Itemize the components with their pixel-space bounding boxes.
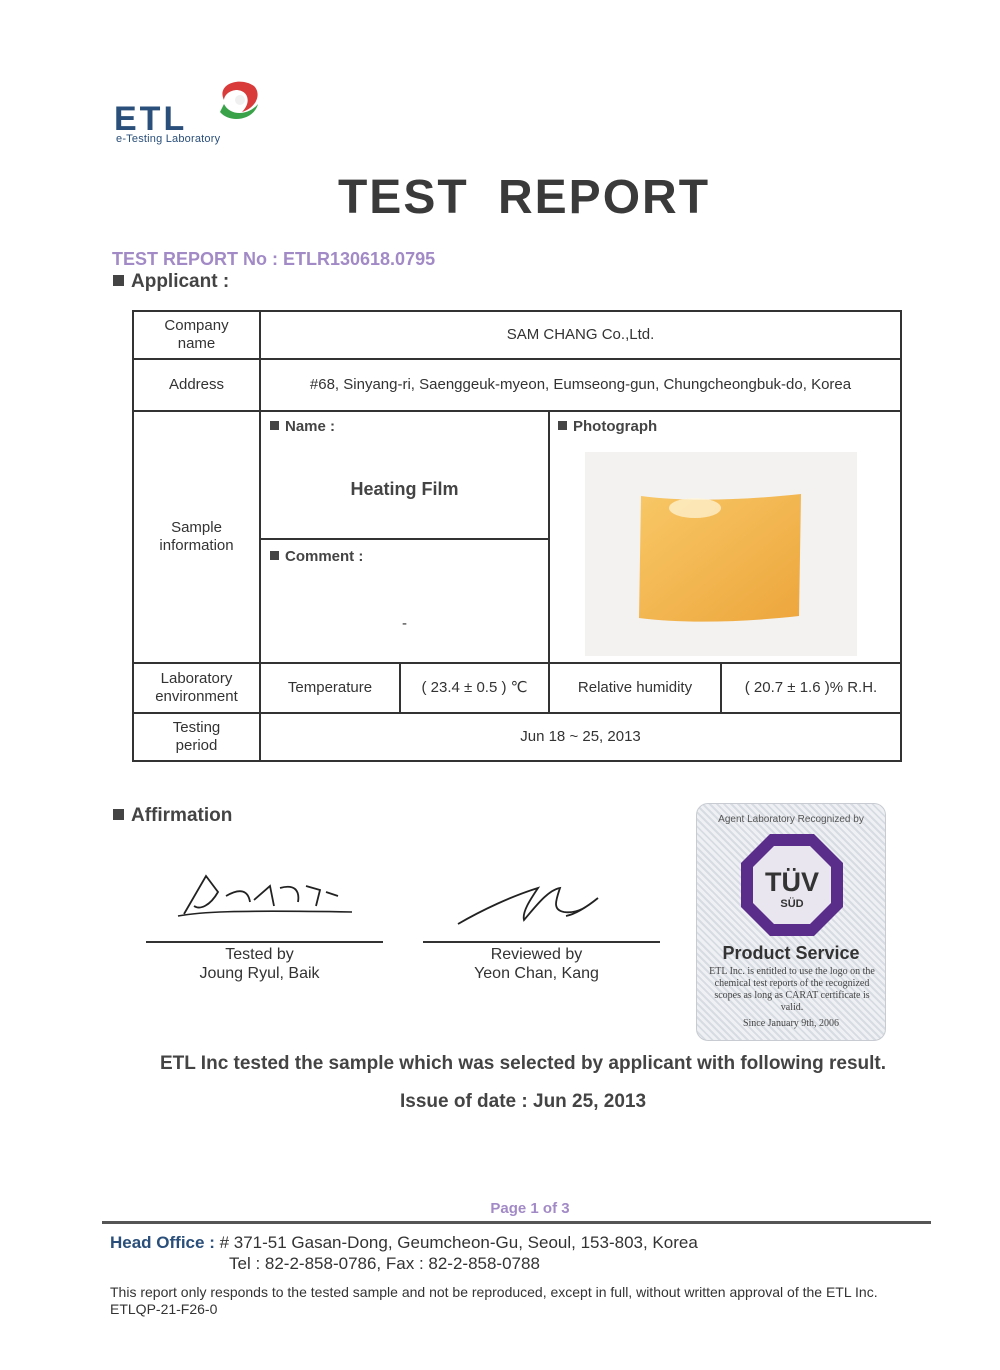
etl-logo-mark	[112, 78, 262, 134]
head-office-address	[110, 1233, 698, 1253]
tester-signature	[170, 866, 370, 926]
head-office-label: Head Office :	[110, 1233, 215, 1252]
sample-photograph	[585, 452, 857, 656]
bullet-square-icon	[270, 421, 279, 430]
issue-date: Issue of date : Jun 25, 2013	[399, 1091, 647, 1112]
tuv-badge-header: Agent Laboratory Recognized by	[718, 814, 864, 825]
bullet-square-icon	[113, 275, 124, 286]
reviewer-signature	[452, 876, 612, 932]
bullet-square-icon	[558, 421, 567, 430]
tel-fax: Tel : 82-2-858-0786, Fax : 82-2-858-0788	[229, 1254, 540, 1273]
temperature-label: Temperature	[287, 679, 373, 696]
page-number: Page 1 of 3	[490, 1200, 570, 1217]
svg-text:TÜV: TÜV	[765, 867, 819, 897]
page-title: TEST REPORT	[337, 171, 711, 224]
reviewed-by-role: Reviewed by	[490, 946, 583, 963]
address-label: Address	[168, 376, 225, 393]
relative-humidity-label: Relative humidity	[577, 679, 693, 696]
tuv-octagon-logo	[739, 832, 845, 938]
sample-name-title: Name :	[270, 418, 335, 435]
temperature-value: ( 23.4 ± 0.5 ) ℃	[421, 679, 528, 696]
applicant-heading: Applicant :	[113, 271, 229, 293]
tuv-since-date: Since January 9th, 2006	[742, 1018, 840, 1029]
tested-by-block	[146, 945, 373, 983]
comment-title: Comment :	[270, 548, 363, 565]
footer-divider	[102, 1221, 931, 1224]
company-name-value: SAM CHANG Co.,Ltd.	[506, 326, 655, 343]
address-value: #68, Sinyang-ri, Saenggeuk-myeon, Eumseong-gun, Chungcheongbuk-do, Korea	[309, 376, 852, 393]
result-statement: ETL Inc tested the sample which was selected by applicant with following result.	[159, 1053, 887, 1074]
head-office-address-text: # 371-51 Gasan-Dong, Geumcheon-Gu, Seoul, 153-803, Korea	[219, 1233, 698, 1252]
etl-tagline: e-Testing Laboratory	[116, 133, 221, 145]
sample-information-label: Sample information	[159, 519, 234, 554]
tester-signature-line	[146, 941, 383, 943]
comment-value: -	[402, 615, 407, 632]
report-number: TEST REPORT No : ETLR130618.0795	[112, 249, 436, 269]
photograph-title: Photograph	[558, 418, 657, 435]
tuv-description: ETL Inc. is entitled to use the logo on the chemical test reports of the recognized scopes as long as CARAT certificate is valid.	[709, 966, 875, 1013]
testing-period-value: Jun 18 ~ 25, 2013	[520, 728, 641, 745]
tested-by-role: Tested by	[225, 946, 294, 963]
laboratory-environment-label: Laboratory environment	[155, 670, 238, 705]
bullet-square-icon	[270, 551, 279, 560]
tuv-product-service: Product Service	[722, 943, 860, 963]
svg-text:ETL: ETL	[114, 100, 188, 134]
applicant-table	[132, 310, 902, 762]
form-code: ETLQP-21-F26-0	[110, 1301, 218, 1317]
company-name-label: Company name	[164, 317, 229, 352]
tuv-sud-badge	[696, 803, 886, 1041]
bullet-square-icon	[113, 809, 124, 820]
reviewed-by-name: Yeon Chan, Kang	[474, 965, 599, 982]
heating-film-photo	[585, 452, 857, 656]
svg-text:SÜD: SÜD	[780, 898, 804, 910]
etl-logo	[112, 78, 272, 150]
disclaimer: This report only responds to the tested sample and not be reproduced, except in full, without written approval of the ETL Inc.	[110, 1284, 878, 1300]
affirmation-heading: Affirmation	[113, 805, 232, 827]
reviewed-by-block	[423, 945, 650, 983]
reviewer-signature-line	[423, 941, 660, 943]
testing-period-label: Testing period	[172, 719, 221, 754]
tested-by-name: Joung Ryul, Baik	[199, 965, 320, 982]
sample-name-value: Heating Film	[350, 479, 459, 499]
relative-humidity-value: ( 20.7 ± 1.6 )% R.H.	[744, 679, 878, 696]
